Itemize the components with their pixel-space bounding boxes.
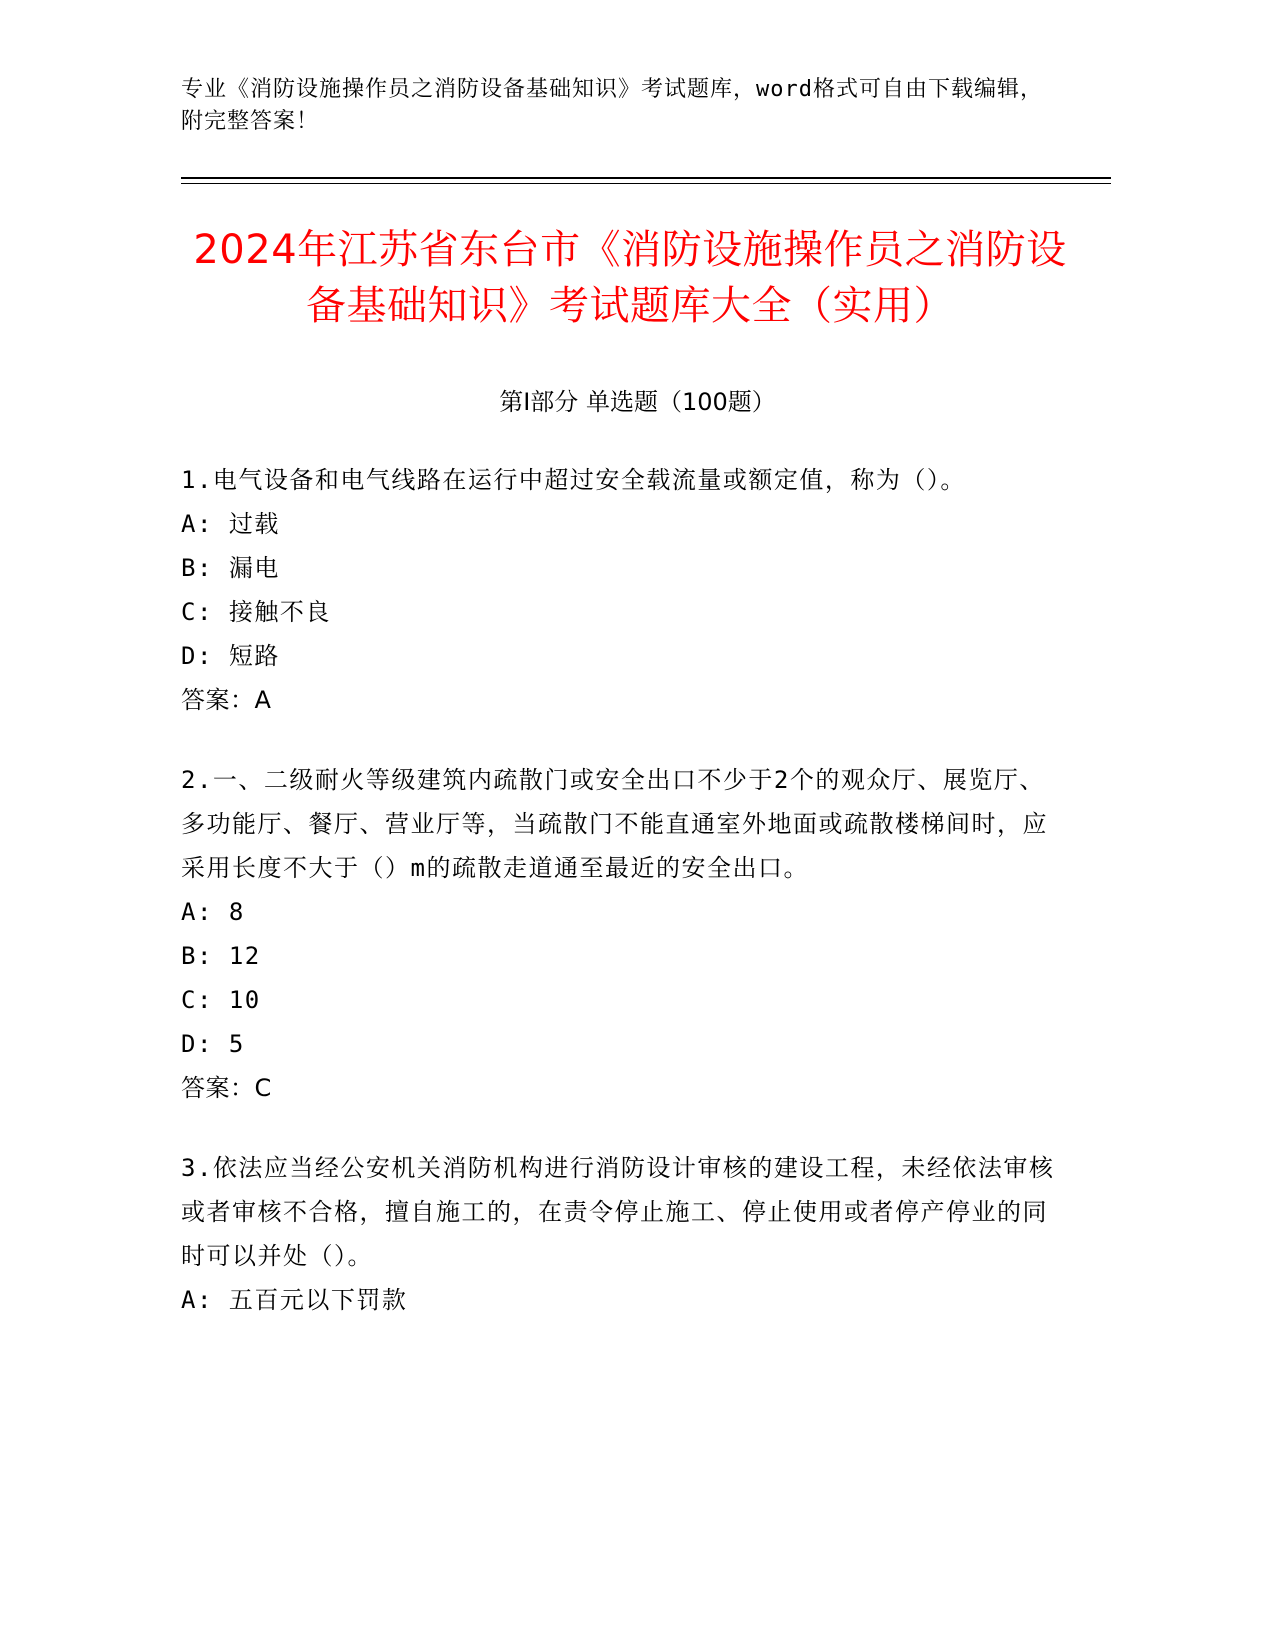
answer: 答案：A: [181, 686, 272, 714]
option-b: B: 12: [181, 942, 261, 970]
question-stem: 2.一、二级耐火等级建筑内疏散门或安全出口不少于2个的观众厅、展览厅、多功能厅、餐厅、营业厅等，当疏散门不能直通室外地面或疏散楼梯间时，应采用长度不大于（）m的疏散走道通至最近的安全出口。: [181, 766, 1048, 882]
section-title: 第Ⅰ部分 单选题（100题）: [499, 388, 776, 416]
question-1: [181, 458, 1061, 722]
question-3: [181, 1146, 1061, 1322]
question-stem: 3.依法应当经公安机关消防机构进行消防设计审核的建设工程，未经依法审核或者审核不合格，擅自施工的，在责令停止施工、停止使用或者停产停业的同时可以并处（）。: [181, 1154, 1055, 1270]
question-2: [181, 758, 1061, 1110]
option-c: C: 10: [181, 986, 261, 1014]
option-b: B: 漏电: [181, 554, 280, 582]
header-divider-thin: [181, 183, 1111, 184]
option-c: C: 接触不良: [181, 598, 331, 626]
question-list: [181, 458, 1061, 1358]
option-d: D: 短路: [181, 642, 280, 670]
option-d: D: 5: [181, 1030, 245, 1058]
option-a: A: 8: [181, 898, 245, 926]
header-divider-thick: [181, 177, 1111, 179]
option-a: A: 过载: [181, 510, 280, 538]
answer: 答案：C: [181, 1074, 272, 1102]
option-a: A: 五百元以下罚款: [181, 1286, 408, 1314]
header-note: 专业《消防设施操作员之消防设备基础知识》考试题库，word格式可自由下载编辑，附完整答案！: [181, 77, 1043, 134]
document-title: 2024年江苏省东台市《消防设施操作员之消防设备基础知识》考试题库大全（实用）: [193, 227, 1067, 329]
question-stem: 1.电气设备和电气线路在运行中超过安全载流量或额定值，称为（）。: [181, 466, 966, 494]
